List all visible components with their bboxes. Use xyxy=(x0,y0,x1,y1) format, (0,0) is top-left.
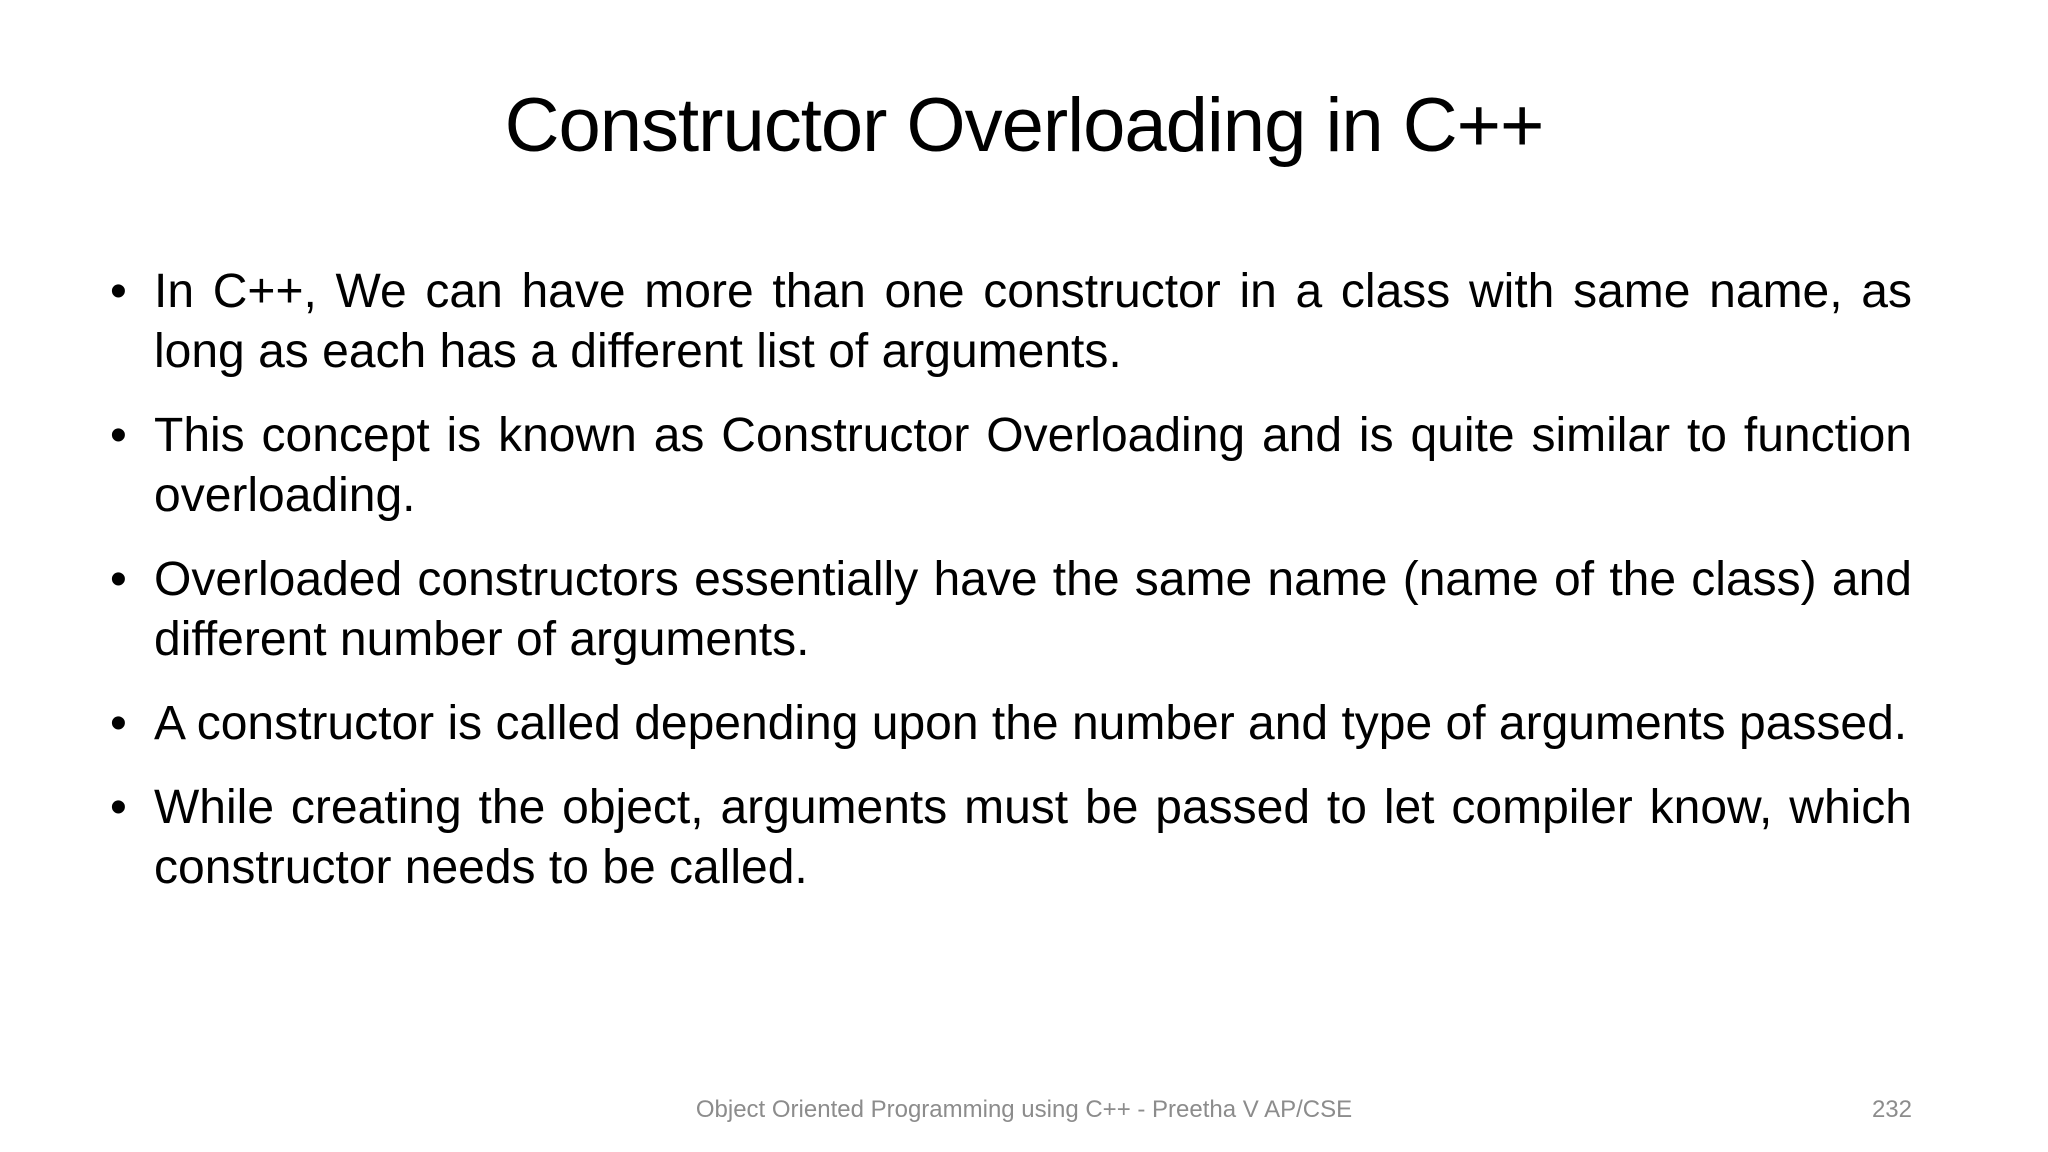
bullet-text: This concept is known as Constructor Overloading and is quite similar to function overloading. xyxy=(154,409,1912,522)
bullet-list xyxy=(110,262,1912,922)
bullet-item xyxy=(110,406,1912,526)
bullet-icon: • xyxy=(110,553,127,606)
bullet-item xyxy=(110,778,1912,898)
slide-title: Constructor Overloading in C++ xyxy=(504,83,1544,168)
page-number: 232 xyxy=(1871,1096,1912,1123)
bullet-text: Overloaded constructors essentially have the same name (name of the class) and different number of arguments. xyxy=(154,553,1912,666)
bullet-item xyxy=(110,262,1912,382)
bullet-text: While creating the object, arguments must be passed to let compiler know, which constructor needs to be called. xyxy=(154,781,1912,894)
bullet-icon: • xyxy=(110,697,127,750)
bullet-text: In C++, We can have more than one constructor in a class with same name, as long as each has a different list of arguments. xyxy=(154,265,1912,378)
slide-footer: Object Oriented Programming using C++ - Preetha V AP/CSE xyxy=(695,1096,1353,1123)
bullet-icon: • xyxy=(110,781,127,834)
bullet-item xyxy=(110,550,1912,670)
bullet-icon: • xyxy=(110,409,127,462)
bullet-item xyxy=(110,694,1912,754)
bullet-icon: • xyxy=(110,265,127,318)
bullet-text: A constructor is called depending upon the number and type of arguments passed. xyxy=(154,697,1908,750)
